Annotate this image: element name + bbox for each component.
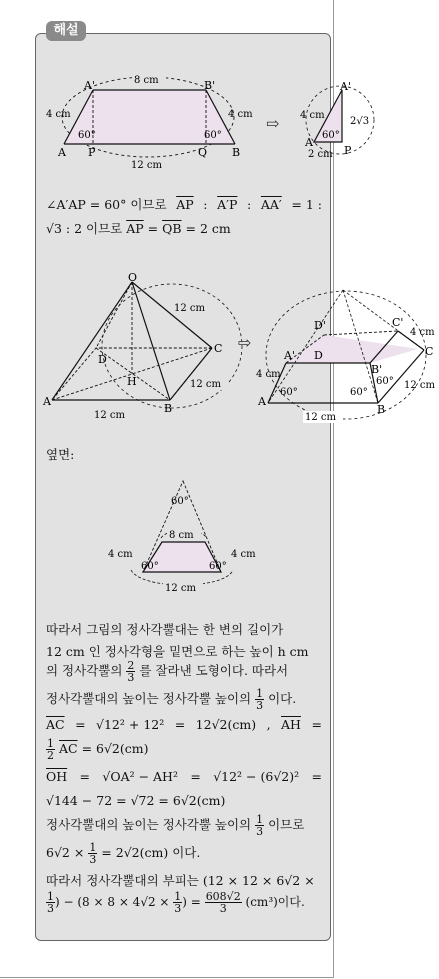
label-oc-length: 12 cm [174,303,205,314]
label-o: O [128,271,138,284]
body-line-8: √144 − 72 = √72 = 6√2(cm) [46,793,226,808]
arrow-icon: ⇨ [266,114,280,133]
label-ab-length: 12 cm [94,410,125,421]
label-angle-b2: 60° [376,376,394,387]
label-left-length: 4 cm [46,109,71,120]
body-line-6: $\frac{1}{2}$ $\overline{AC} = 6√2(cm)$ [47,737,149,762]
label-angle-right: 60° [204,130,222,141]
fraction: $\frac{1}{3}$ [47,890,54,915]
small-triangle-figure [300,82,385,164]
label-d-prime: D' [314,319,326,332]
body-line-1: 따라서 그림의 정사각뿔대는 한 변의 길이가 [46,622,284,637]
label-angle-left: 60° [78,130,96,141]
label-right-length: 4 cm [231,549,256,560]
label-a: A [58,146,66,159]
label-b: B [164,402,173,415]
label-bottom-length: 12 cm [131,160,162,171]
label-c1c-length: 4 cm [410,327,435,338]
label-h: H [127,375,137,388]
fraction: $\frac{1}{3}$ [174,890,182,915]
label-angle-a: 60° [280,387,298,398]
label-apex-angle: 60° [171,496,189,507]
label-ab-length: 12 cm [305,412,336,423]
body-line-4: 정사각뿔대의 높이는 정사각뿔 높이의 $\frac{1}{3}$ 이다. [46,687,297,712]
label-b: B [232,146,241,159]
small-label-left: 4 cm [300,110,325,121]
body-line-7: $\overline{OH}$ = √OA² − AH² = √12² − (6√2)² = [46,769,322,784]
body-line-5: $\overline{AC}$ = √12² + 12² = 12√2(cm) , $\overline{AH}$ = [46,717,322,732]
label-left-length: 4 cm [108,549,133,560]
small-label-a: A [305,136,313,149]
small-label-a-prime: A' [340,80,351,93]
label-b: B [377,403,386,416]
label-c: C [425,345,434,358]
arrow-icon: ⇨ [238,333,252,352]
small-label-p: P [344,144,352,157]
side-face-label: 옆면: [46,447,75,462]
frustum-figure [258,285,439,425]
label-b-prime: B' [371,363,383,376]
label-d: D [314,349,323,362]
label-d: D [98,353,107,366]
body-line-12: $\frac{1}{3}$ ) − (8 × 8 × 4√2 × $\frac{1}{3}$ ) = $\frac{608√2}{3}$ (cm³)이다. [47,890,305,915]
label-q: Q [198,146,208,159]
label-aa1-length: 4 cm [256,369,281,380]
label-angle-b1: 60° [350,387,368,398]
trapezoid-figure [40,72,330,177]
label-a: A [258,395,266,408]
label-right-length: 4 cm [228,109,253,120]
label-bc-length: 12 cm [404,380,435,391]
label-b-prime: B' [204,79,216,92]
fraction: $\frac{1}{3}$ [256,813,264,838]
body-line-11: 따라서 정사각뿔대의 부피는 (12 × 12 × 6√2 × [46,873,315,888]
label-p: P [88,146,96,159]
body-line-9: 정사각뿔대의 높이는 정사각뿔 높이의 $\frac{1}{3}$ 이므로 [46,813,305,838]
label-angle-right: 60° [209,561,227,572]
label-top-length: 8 cm [169,530,194,541]
label-c: C [214,342,223,355]
fraction: $\frac{2}{3}$ [127,659,135,684]
label-c-prime: C' [392,316,404,329]
small-label-height: 2√3 [350,116,370,127]
fraction: $\frac{608√2}{3}$ [205,890,241,915]
body-line-2: 12 cm 인 정사각형을 밑면으로 하는 높이 h cm [46,644,309,659]
pyramid-figure [40,272,240,432]
label-a-prime: A' [84,79,95,92]
small-label-angle: 60° [322,130,340,141]
small-label-bottom: 2 cm [308,149,333,160]
label-bottom-length: 12 cm [165,583,196,594]
side-face-figure [105,478,265,598]
fraction: $\frac{1}{2}$ [47,737,54,762]
label-a: A [43,395,51,408]
text1-line2: √3 : 2 이므로 $\overline{AP} = \overline{QB} = 2$ cm [46,221,231,236]
text1-line1: ∠A′AP = 60° 이므로 $\overline{AP}$ : A′P : AA′ = 1 : [46,197,322,212]
fraction: $\frac{1}{3}$ [89,841,97,866]
label-a-prime: A' [284,349,295,362]
fraction: $\frac{1}{3}$ [256,687,264,712]
body-line-3: 의 정사각뿔의 $\frac{2}{3}$ 를 잘라낸 도형이다. 따라서 [46,659,289,684]
label-angle-left: 60° [141,561,159,572]
body-line-10: 6√2 × $\frac{1}{3}$ = 2√2(cm) 이다. [46,841,201,866]
label-bc-length: 12 cm [190,379,221,390]
solution-tag: 해설 [46,21,86,41]
label-top-length: 8 cm [134,75,159,86]
